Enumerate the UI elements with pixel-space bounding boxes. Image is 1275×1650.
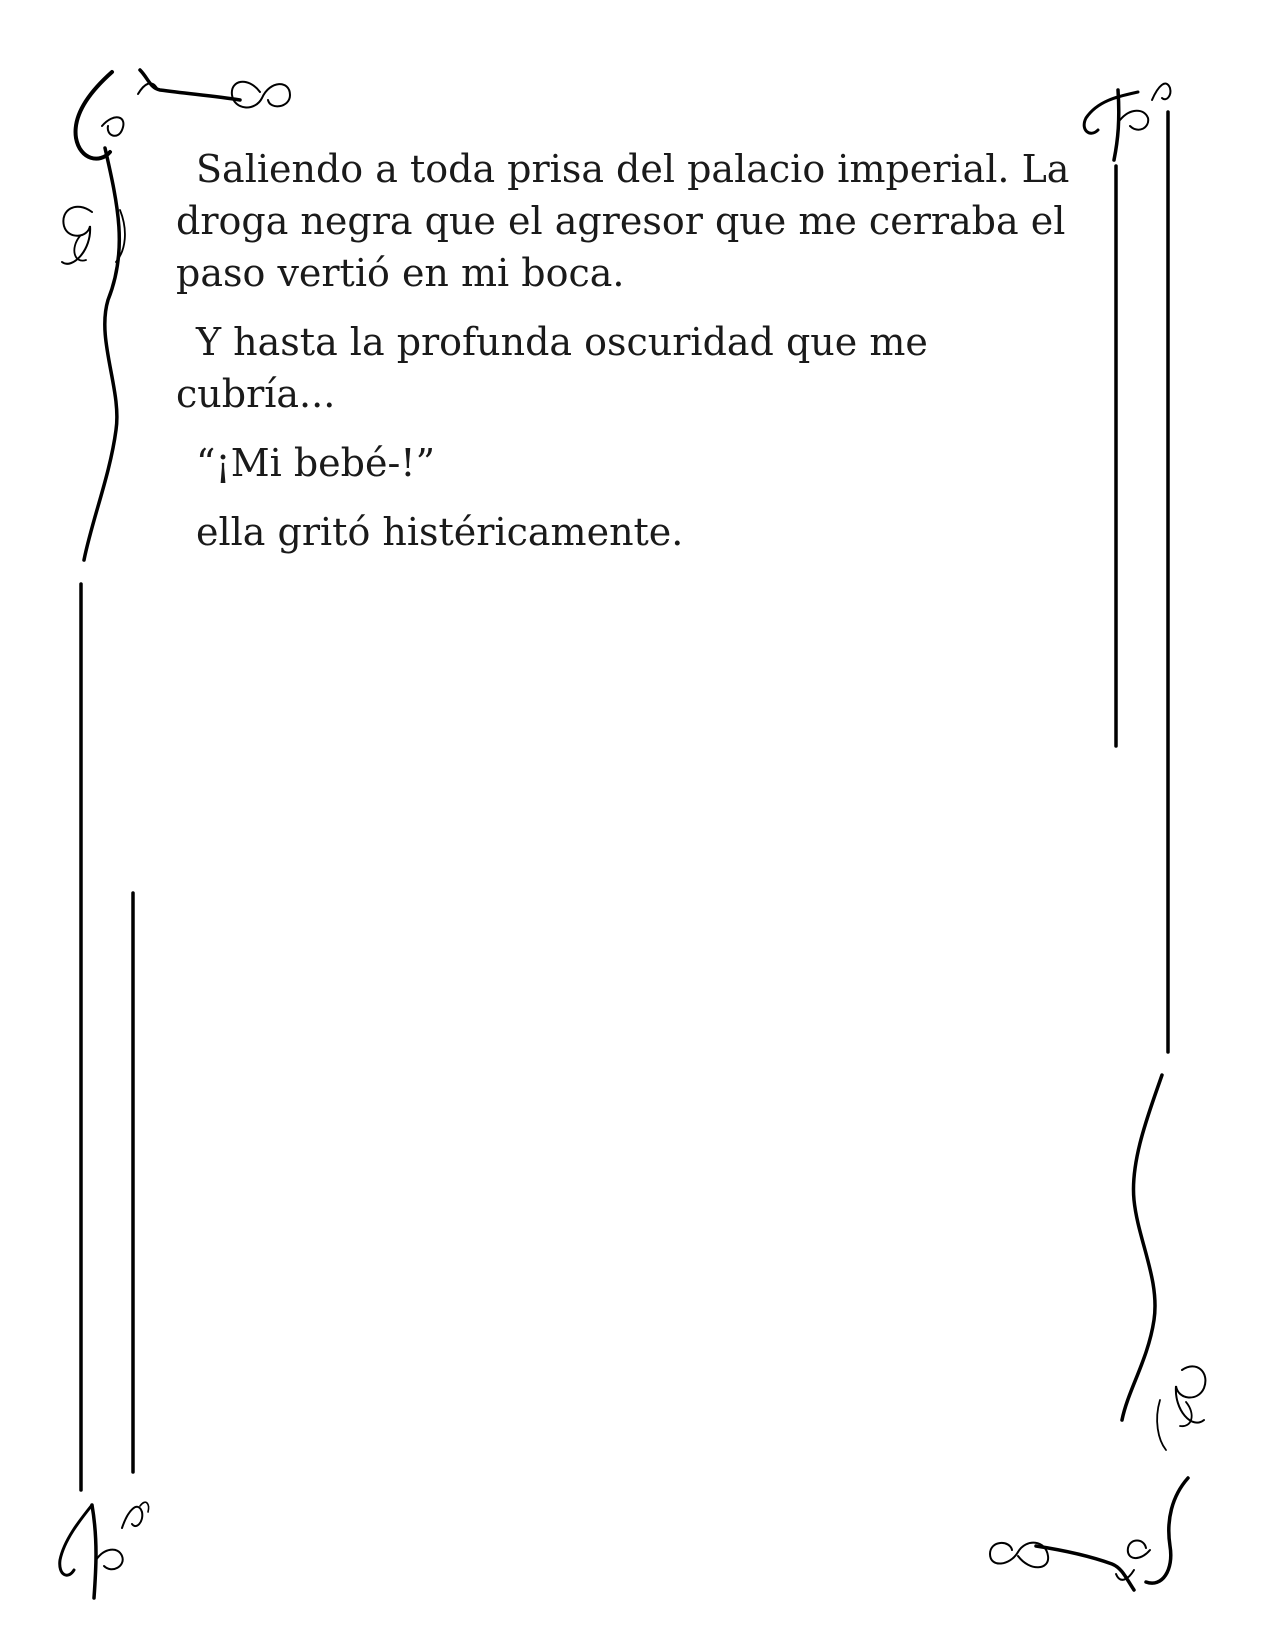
paragraph-3-dialogue: “¡Mi bebé-!” (196, 441, 436, 485)
top-right-flourish-icon (1084, 84, 1170, 160)
bottom-left-flourish-icon (60, 1502, 149, 1598)
paragraph-1: Saliendo a toda prisa del palacio imperial. La droga negra que el agresor que me cerraba el paso vertió en mi boca. (176, 147, 1070, 295)
paragraph-2: Y hasta la profunda oscuridad que me cubría... (176, 320, 928, 416)
story-text (176, 143, 1076, 575)
paragraph-4: ella gritó histéricamente. (196, 510, 684, 554)
bottom-right-flourish-icon (990, 1075, 1205, 1590)
